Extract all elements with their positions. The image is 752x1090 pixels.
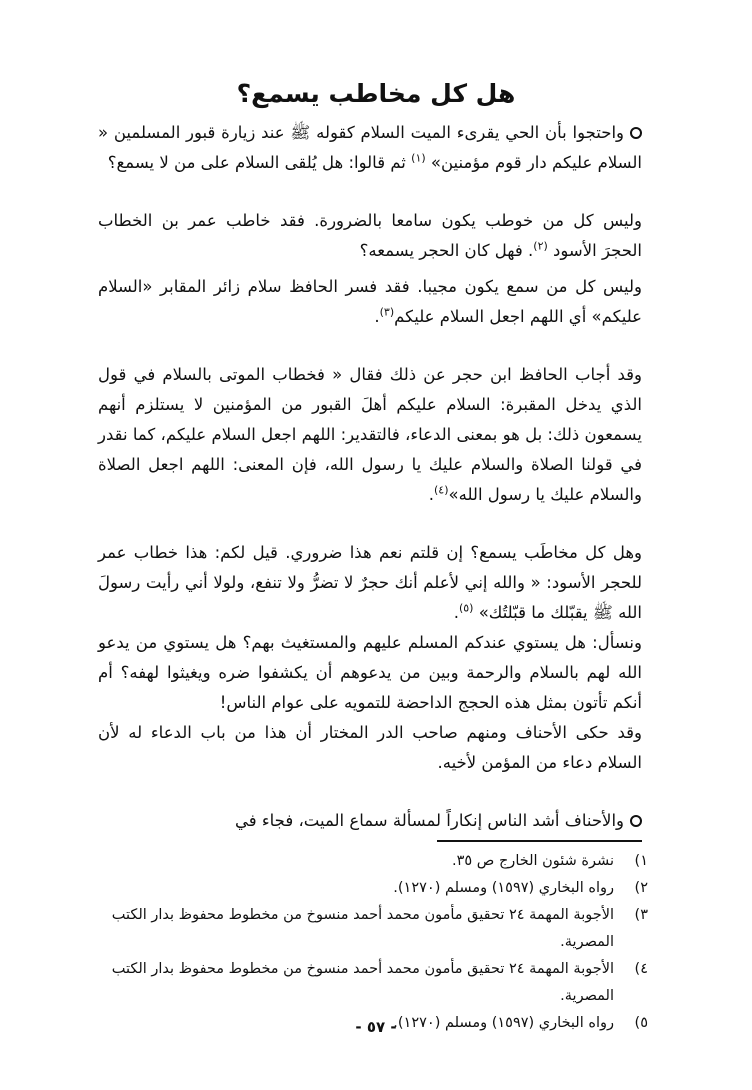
paragraph-tail: . — [428, 485, 434, 504]
paragraph-5 — [98, 538, 642, 628]
paragraph-3 — [98, 272, 642, 332]
footnote-text: الأجوبة المهمة ٢٤ تحقيق مأمون محمد أحمد منسوخ من مخطوط محفوظ بدار الكتب المصرية. — [111, 907, 614, 950]
footnote-ref: (٥) — [458, 601, 474, 615]
footnote-text: الأجوبة المهمة ٢٤ تحقيق مأمون محمد أحمد منسوخ من مخطوط محفوظ بدار الكتب المصرية. — [111, 961, 614, 1004]
footnote-divider — [437, 840, 642, 842]
paragraph-tail: ثم قالوا: هل يُلقى السلام على من لا يسمع؟ — [107, 153, 412, 172]
circle-bullet-icon — [630, 815, 642, 827]
footnotes — [98, 848, 648, 1037]
footnote-text: نشرة شئون الخارج ص ٣٥. — [452, 853, 614, 869]
footnote-ref: (٢) — [533, 239, 548, 253]
footnote-text: رواه البخاري (١٥٩٧) ومسلم (١٢٧٠). — [393, 880, 614, 896]
paragraph-6 — [98, 628, 642, 718]
footnote-number: ٣) — [634, 907, 648, 923]
page-title: هل كل مخاطب يسمع؟ — [236, 78, 516, 108]
footnote-item — [98, 902, 648, 956]
circle-bullet-icon — [630, 127, 642, 139]
paragraph-text: وقد أجاب الحافظ ابن حجر عن ذلك فقال « فخطاب الموتى بالسلام في قول الذي يدخل المقبرة: السلام عليكم أهلَ القبور من المؤمنين لا يستلزم أنهم يسمعون ذلك: بل هو بمعنى الدعاء، فالتقدير: اللهم اجعل السلام عليكم، كما نقدر في قولنا الصلاة والسلام عليك يا رسول الله، فإن المعنى: اللهم اجعل الصلاة والسلام عليك يا رسول الله» — [98, 365, 642, 504]
paragraph-8 — [98, 806, 642, 836]
paragraph-4 — [98, 360, 642, 510]
footnote-number: ٥) — [634, 1015, 648, 1031]
paragraph-text: ونسأل: هل يستوي عندكم المسلم عليهم والمستغيث بهم؟ هل يستوي من يدعو الله لهم بالسلام والرحمة وبين من يدعوهم أن يكشفوا ضره ويغيثوا لهفه؟ أم أنكم تأتون بمثل هذه الحجج الداحضة للتمويه على عوام الناس! — [98, 633, 642, 712]
footnote-ref: (٤) — [434, 483, 449, 497]
paragraph-7 — [98, 718, 642, 778]
paragraph-tail: . فهل كان الحجر يسمعه؟ — [359, 241, 534, 260]
paragraph-tail: . — [453, 603, 459, 622]
paragraph-tail: . — [374, 307, 380, 326]
footnote-text: رواه البخاري (١٥٩٧) ومسلم (١٢٧٠). — [393, 1015, 614, 1031]
paragraph-text: واحتجوا بأن الحي يقرىء الميت السلام كقوله ﷺ عند زيارة قبور المسلمين « السلام عليكم دار قوم مؤمنين» — [98, 123, 642, 172]
body-text — [98, 118, 642, 836]
footnote-ref: (٣) — [379, 305, 395, 319]
paragraph-text: والأحناف أشد الناس إنكاراً لمسألة سماع الميت، فجاء في — [235, 811, 624, 830]
footnote-item — [98, 848, 648, 875]
paragraph-2 — [98, 206, 642, 266]
footnote-ref: (١) — [411, 151, 426, 165]
page-number: - ٥٧ - — [355, 1018, 397, 1036]
paragraph-text: وقد حكى الأحناف ومنهم صاحب الدر المختار أن هذا من باب الدعاء له لأن السلام دعاء من المؤمن لأخيه. — [98, 723, 642, 772]
paragraph-1 — [98, 118, 642, 178]
footnote-item — [98, 956, 648, 1010]
paragraph-text: وليس كل من سمع يكون مجيبا. فقد فسر الحافظ سلام زائر المقابر «السلام عليكم» أي اللهم اجعل السلام عليكم — [98, 277, 642, 326]
paragraph-text: وهل كل مخاطَب يسمع؟ إن قلتم نعم هذا ضروري. قيل لكم: هذا خطاب عمر للحجر الأسود: « والله إني لأعلم أنك حجرٌ لا تضرُّ ولا تنفع، ولولا أني رأيت رسولَ الله ﷺ يقبّلك ما قبّلتُك» — [98, 543, 642, 622]
footnote-number: ١) — [634, 853, 648, 869]
footnote-item — [98, 875, 648, 902]
footnote-number: ٤) — [634, 961, 648, 977]
footnote-number: ٢) — [634, 880, 648, 896]
paragraph-text: وليس كل من خوطب يكون سامعا بالضرورة. فقد خاطب عمر بن الخطاب الحجرَ الأسود — [98, 211, 642, 260]
